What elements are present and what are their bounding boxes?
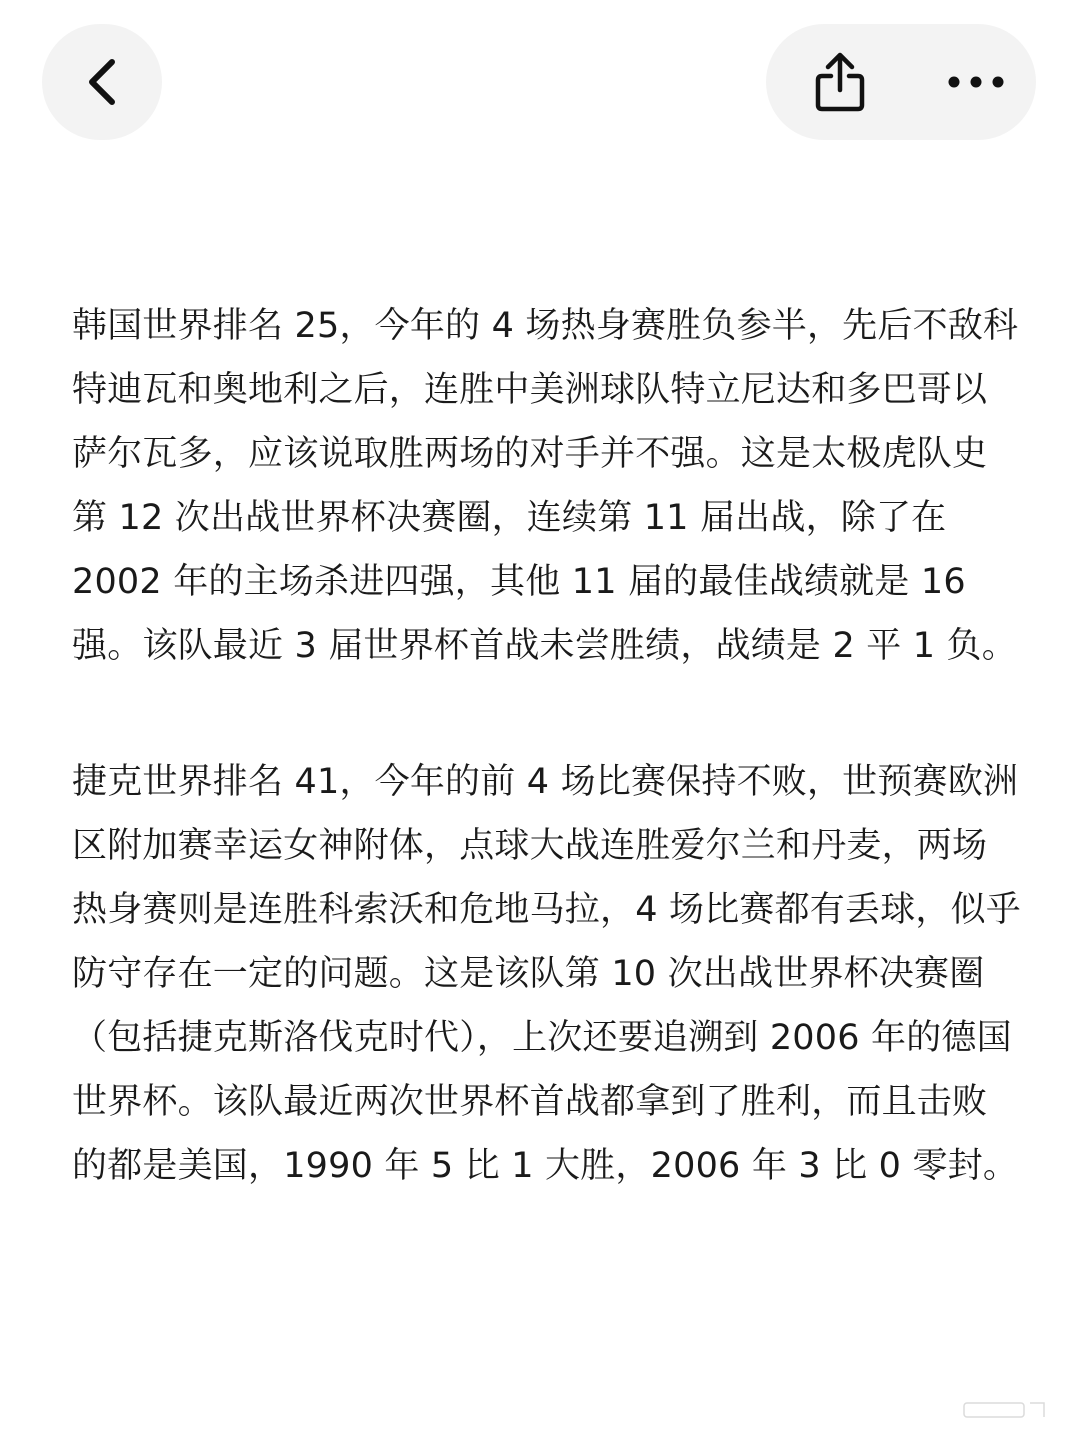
more-button[interactable] [926,24,1026,140]
chevron-left-icon [82,56,122,108]
back-button[interactable] [42,24,162,140]
article-paragraph-czech: 捷克世界排名 41，今年的前 4 场比赛保持不败，世预赛欧洲区附加赛幸运女神附体，点球大战连胜爱尔兰和丹麦，两场热身赛则是连胜科索沃和危地马拉，4 场比赛都有丢球，似乎防守存在一定的问题。这是该队第 10 次出战世界杯决赛圈（包括捷克斯洛伐克时代），上次还要追溯到 2006 年的德国世界杯。该队最近两次世界杯首战都拿到了胜利，而且击败的都是美国，1990 年 5 比 1 大胜，2006 年 3 比 0 零封。 [72,762,1021,1186]
share-icon [812,50,868,114]
action-button-group [766,24,1036,140]
article-paragraph-korea: 韩国世界排名 25，今年的 4 场热身赛胜负参半，先后不敌科特迪瓦和奥地利之后，连胜中美洲球队特立尼达和多巴哥以萨尔瓦多，应该说取胜两场的对手并不强。这是太极虎队史第 12 次出战世界杯决赛圈，连续第 11 届出战，除了在 2002 年的主场杀进四强，其他 11 届的最佳战绩就是 16 强。该队最近 3 届世界杯首战未尝胜绩，战绩是 2 平 1 负。 [72,306,1019,666]
top-navigation-bar [0,0,1080,160]
more-horizontal-icon [946,74,1006,90]
article-body [72,294,1022,1198]
watermark-icon [960,1395,1050,1425]
share-button[interactable] [790,24,890,140]
